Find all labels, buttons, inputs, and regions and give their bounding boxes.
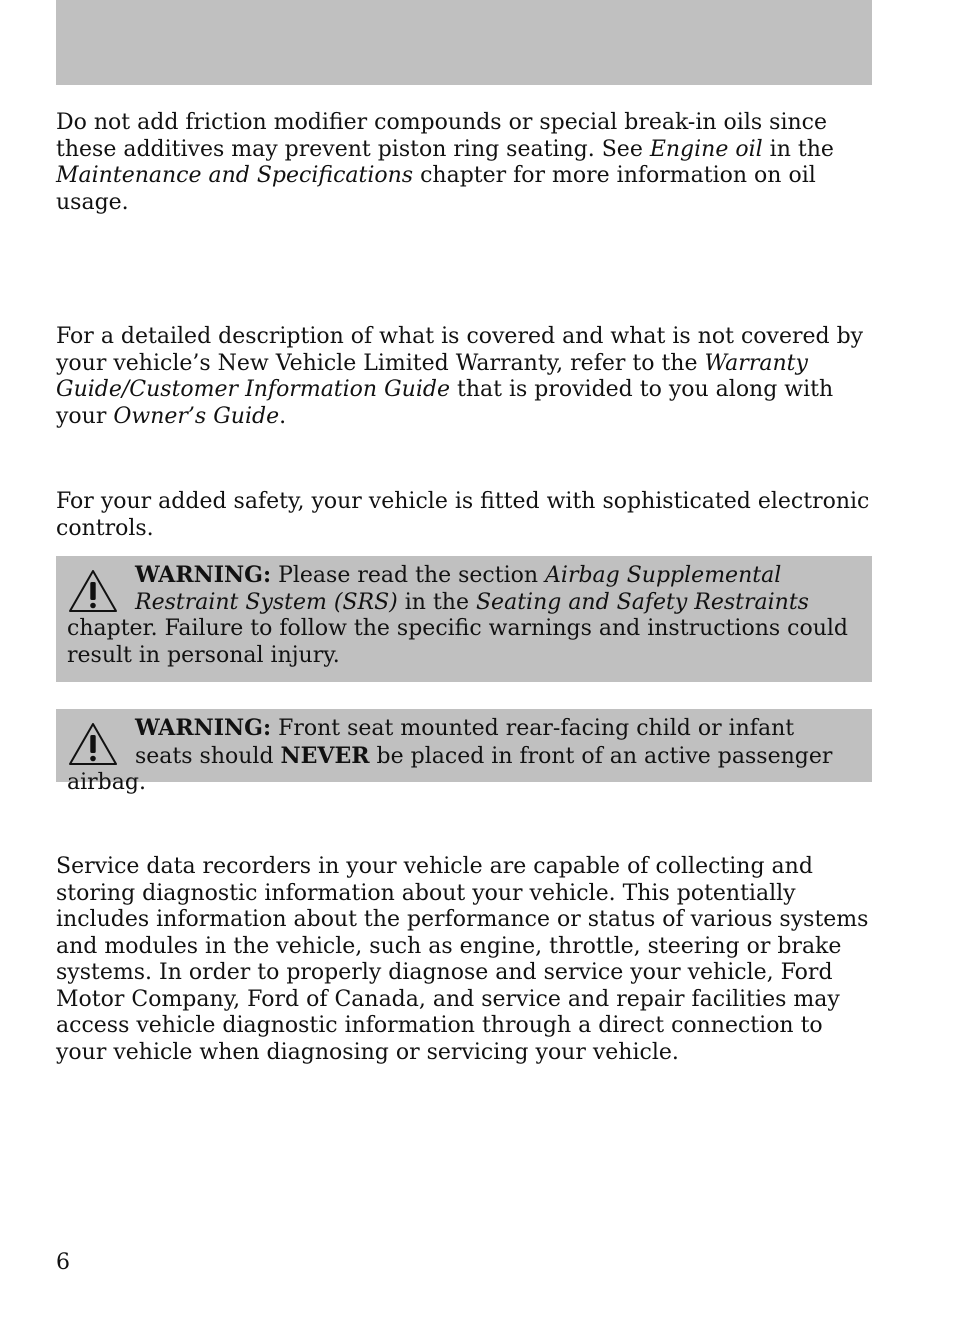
text-span: Front seat mounted rear-facing child or infant seats should [135,716,795,769]
text-span: that is provided to you along with your [56,377,834,429]
text-span: For a detailed description of what is covered and what is not covered by your vehicle’s New Vehicle Limited Warranty, refer to the [56,324,864,376]
warning-triangle-icon [67,721,119,767]
text-span: in the [397,589,476,615]
warning-label: WARNING: [135,562,272,588]
airbag-srs-warning-box [56,556,872,682]
text-span: be placed in front of an active passenger airbag. [67,743,833,795]
warning-triangle-icon [67,568,119,614]
text-span: in the [762,136,834,162]
text-span: chapter. Failure to follow the specific warnings and instructions could result in personal injury. [67,616,848,668]
header-band [56,0,872,85]
service-data-paragraph [56,854,872,1066]
text-span: Do not add friction modifier compounds or special break-in oils since these additives may prevent piston ring seating. See [56,110,827,162]
friction-modifier-paragraph [56,110,872,216]
safety-paragraph [56,489,872,542]
text-span: Please read the section [271,563,546,588]
child-seat-warning-box [56,709,872,795]
never-emphasis: NEVER [280,742,370,769]
srs-section-reference: Airbag Supplemental Restraint System (SRS) [135,563,782,615]
warranty-paragraph [56,324,872,430]
warranty-guide-reference: Warranty Guide/Customer Information Guide [56,350,808,402]
engine-oil-reference: Engine oil [649,136,763,162]
maintenance-chapter-reference: Maintenance and Specifications [56,163,414,188]
seating-chapter-reference: Seating and Safety Restraints [475,589,809,615]
warning-label: WARNING: [135,715,272,741]
text-span: chapter for more information on oil usage. [56,163,816,215]
text-span: . [279,403,287,429]
text-span: For your added safety, your vehicle is fitted with sophisticated electronic controls. [56,489,870,541]
page-number: 6 [56,1250,70,1275]
text-span: Service data recorders in your vehicle are capable of collecting and storing diagnostic information about your vehicle. This potentially includes information about the performance or status of various systems and modules in the vehicle, such as engine, throttle, steering or brake systems. In order to properly diagnose and service your vehicle, Ford Motor Company, Ford of Canada, and service and repair facilities may access vehicle diagnostic information through a direct connection to your vehicle when diagnosing or servicing your vehicle. [56,854,869,1065]
owners-guide-reference: Owner’s Guide [113,403,280,429]
